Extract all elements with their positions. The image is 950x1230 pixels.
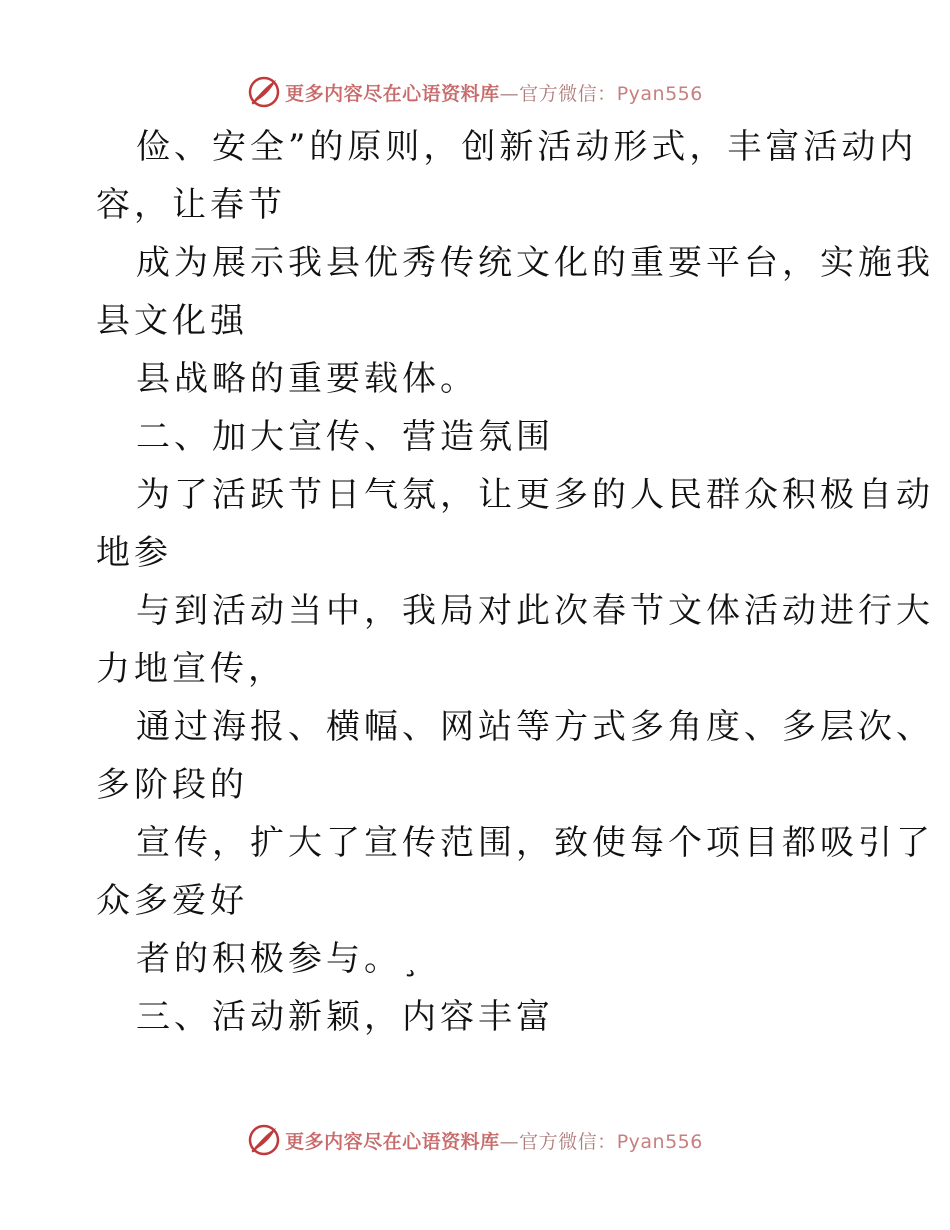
quill-pen-logo-icon <box>247 75 281 109</box>
header-banner <box>0 72 950 112</box>
header-brand-text: 更多内容尽在心语资料库 <box>285 82 500 105</box>
header-banner-text <box>285 79 703 106</box>
body-text-line: 成为展示我县优秀传统文化的重要平台，实施我 <box>136 243 934 283</box>
body-text-line: 宣传，扩大了宣传范围，致使每个项目都吸引了 <box>136 823 934 863</box>
body-text-line: 为了活跃节日气氛，让更多的人民群众积极自动 <box>136 475 934 515</box>
body-text-line: 三、活动新颖，内容丰富 <box>136 997 554 1037</box>
footer-banner <box>0 1120 950 1160</box>
body-text-line: 多阶段的 <box>96 765 248 805</box>
footer-separator: — <box>499 1130 520 1153</box>
body-text-line: 县文化强 <box>96 301 248 341</box>
document-body <box>96 118 934 1046</box>
footer-wechat-id: Pyan556 <box>616 1130 703 1153</box>
quill-pen-logo-icon <box>247 1123 281 1157</box>
body-text-line: 与到活动当中，我局对此次春节文体活动进行大 <box>136 591 934 631</box>
header-separator: — <box>499 82 520 105</box>
footer-banner-text <box>285 1127 703 1154</box>
body-text-line: 二、加大宣传、营造氛围 <box>136 417 554 457</box>
body-text-line: 俭、安全”的原则，创新活动形式，丰富活动内 <box>136 127 918 167</box>
header-wechat-label: 官方微信： <box>519 82 617 105</box>
header-wechat-id: Pyan556 <box>616 82 703 105</box>
body-text-line: 容，让春节 <box>96 185 286 225</box>
body-text-line: 地参 <box>96 533 172 573</box>
body-text-line: 众多爱好 <box>96 881 248 921</box>
body-text-line: 力地宣传， <box>96 649 286 689</box>
footer-wechat-label: 官方微信： <box>519 1130 617 1153</box>
footer-brand-text: 更多内容尽在心语资料库 <box>285 1130 500 1153</box>
body-text-line: 通过海报、横幅、网站等方式多角度、多层次、 <box>136 707 934 747</box>
body-text-line: 县战略的重要载体。 <box>136 359 478 399</box>
body-text-line: 者的积极参与。¸ <box>136 939 423 979</box>
